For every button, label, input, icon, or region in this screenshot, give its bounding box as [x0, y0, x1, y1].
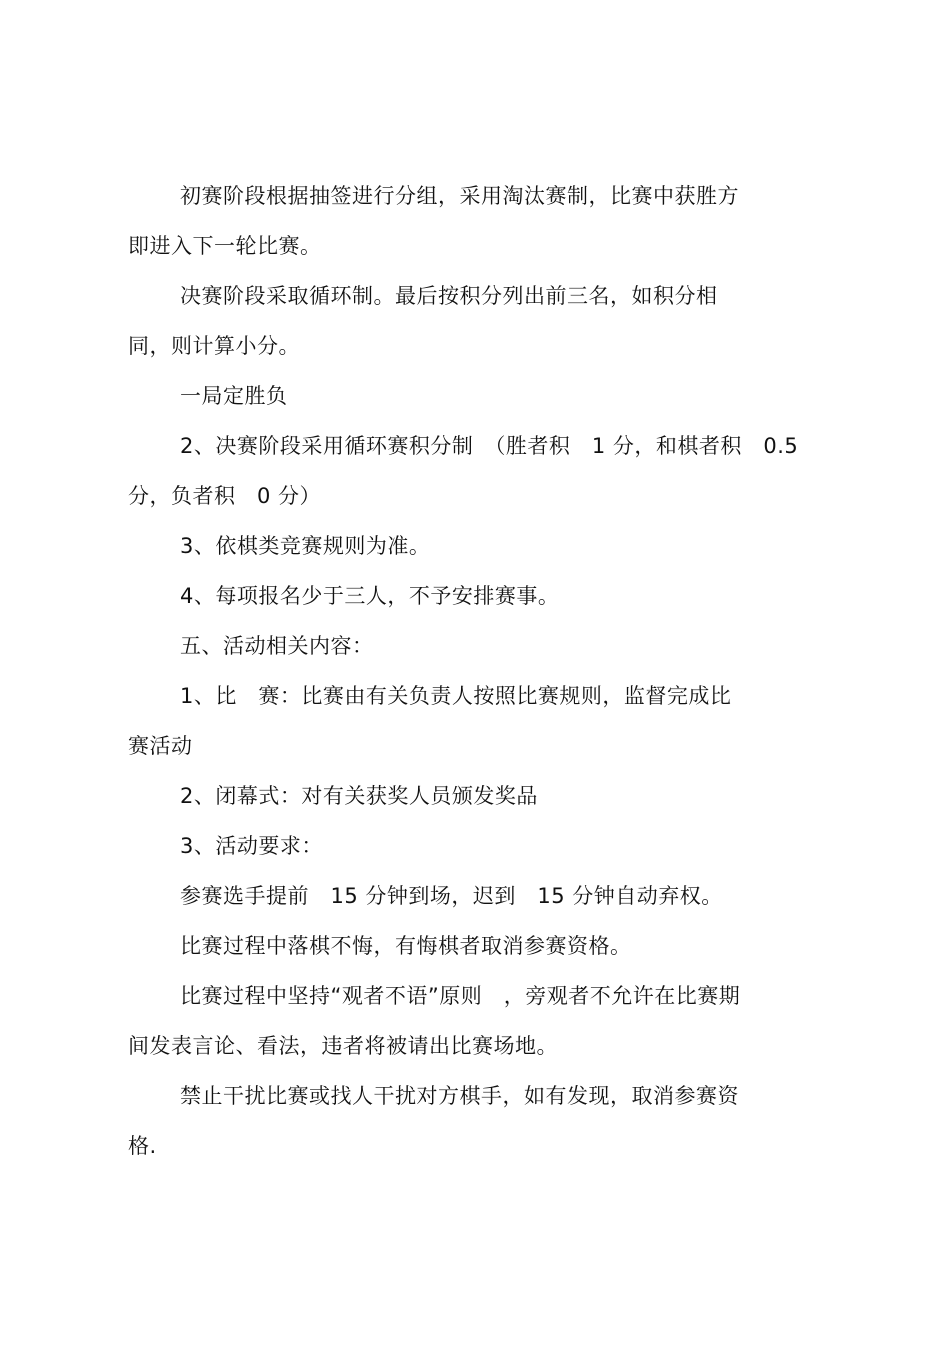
paragraph-line: 同，则计算小分。	[128, 334, 300, 358]
paragraph-line: 参赛选手提前 15 分钟到场，迟到 15 分钟自动弃权。	[180, 884, 723, 908]
section-heading: 五、活动相关内容：	[180, 634, 374, 658]
paragraph-line: 间发表言论、看法，违者将被请出比赛场地。	[128, 1034, 558, 1058]
paragraph-line: 初赛阶段根据抽签进行分组，采用淘汰赛制，比赛中获胜方	[180, 184, 739, 208]
paragraph-line: 格.	[128, 1134, 157, 1158]
paragraph-line: 3、依棋类竞赛规则为准。	[180, 534, 431, 558]
paragraph-line: 2、闭幕式：对有关获奖人员颁发奖品	[180, 784, 538, 808]
paragraph-line: 分，负者积 0 分）	[128, 484, 322, 508]
paragraph-line: 一局定胜负	[180, 384, 288, 408]
paragraph-line: 决赛阶段采取循环制。最后按积分列出前三名，如积分相	[180, 284, 718, 308]
paragraph-line: 禁止干扰比赛或找人干扰对方棋手，如有发现，取消参赛资	[180, 1084, 739, 1108]
paragraph-line: 赛活动	[128, 734, 193, 758]
paragraph-line: 2、决赛阶段采用循环赛积分制 （胜者积 1 分，和棋者积 0.5	[180, 434, 799, 458]
paragraph-line: 4、每项报名少于三人，不予安排赛事。	[180, 584, 560, 608]
paragraph-line: 3、活动要求：	[180, 834, 323, 858]
paragraph-line: 比赛过程中坚持“观者不语”原则 ，旁观者不允许在比赛期	[180, 984, 741, 1008]
paragraph-line: 比赛过程中落棋不悔，有悔棋者取消参赛资格。	[180, 934, 632, 958]
paragraph-line: 1、比 赛：比赛由有关负责人按照比赛规则，监督完成比	[180, 684, 732, 708]
paragraph-line: 即进入下一轮比赛。	[128, 234, 322, 258]
